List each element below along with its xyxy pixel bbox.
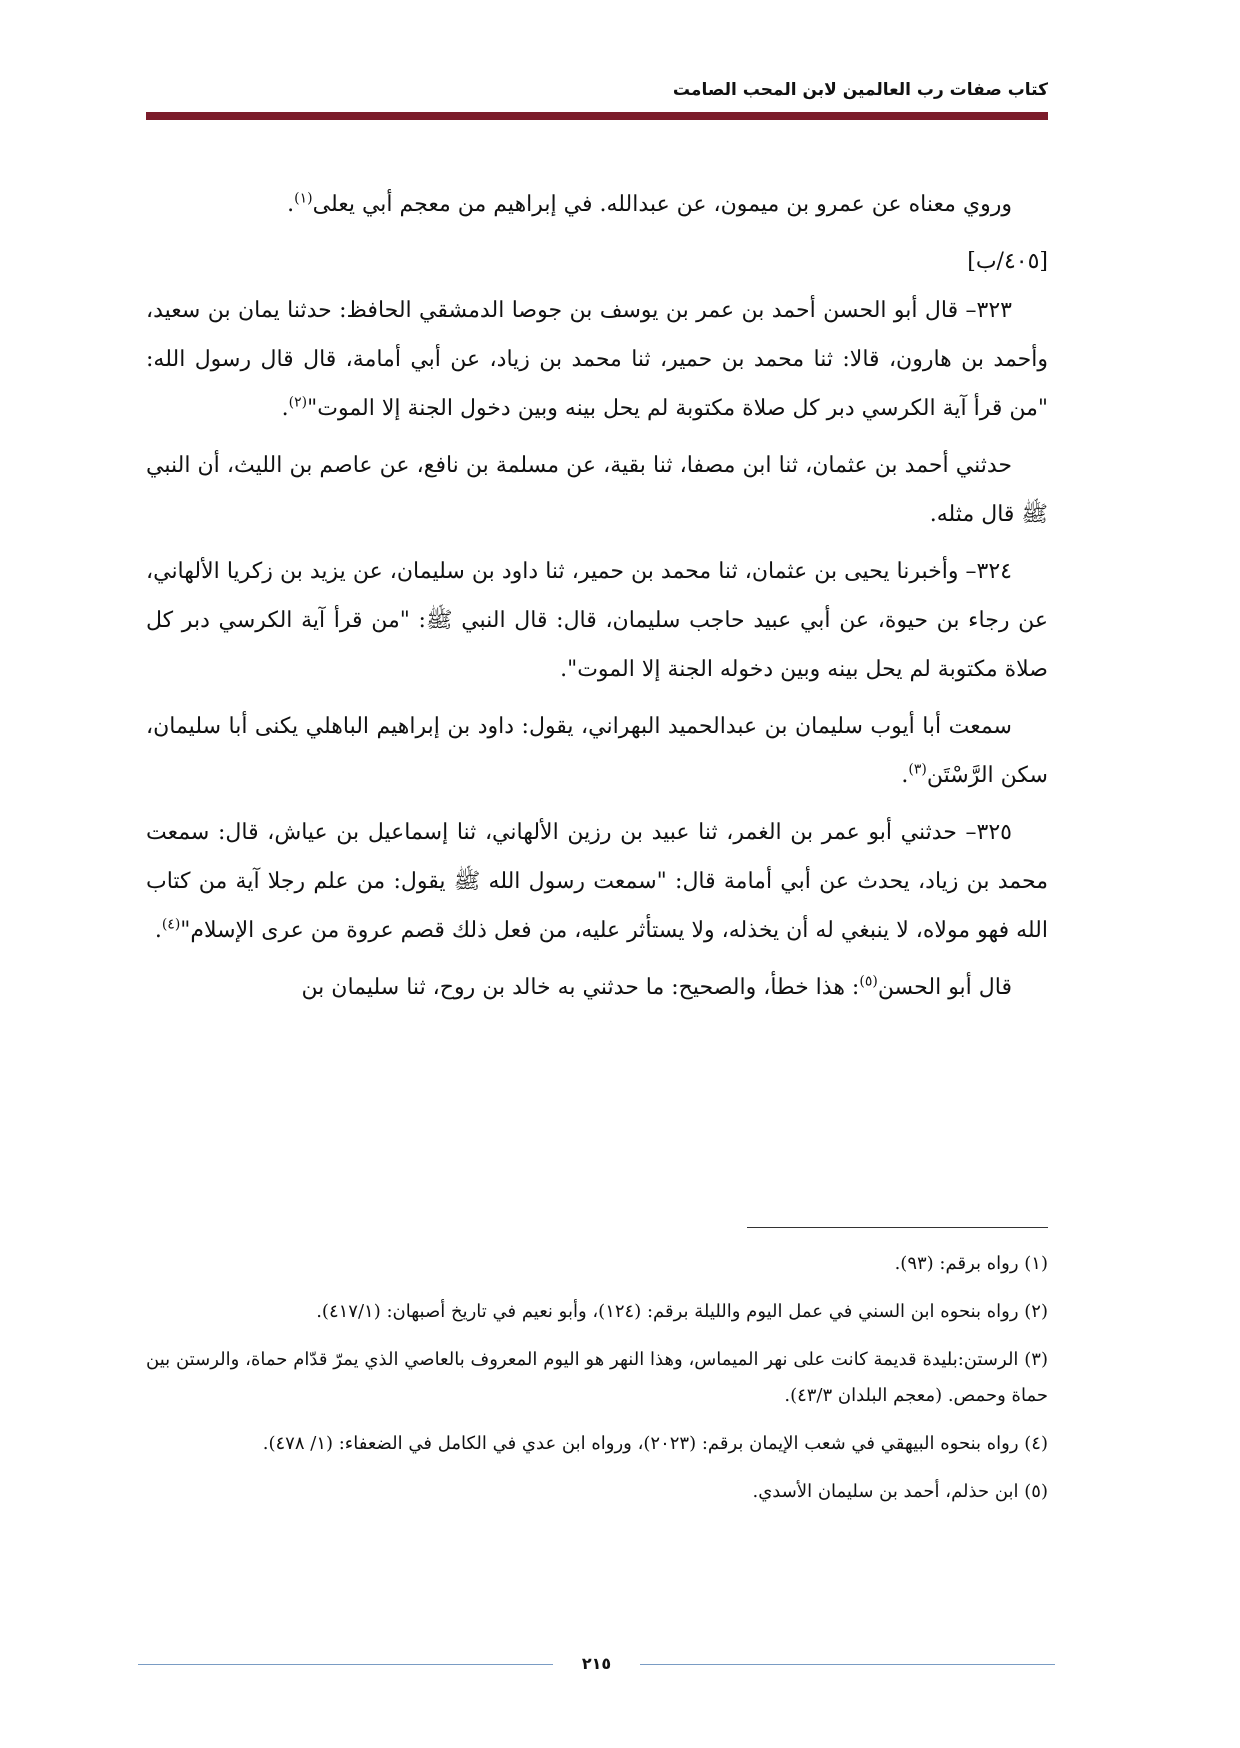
- header-rule: [146, 112, 1048, 120]
- footnotes: [146, 1246, 1048, 1522]
- paragraph-end: .: [287, 192, 295, 217]
- paragraph-end: .: [901, 763, 909, 788]
- paragraph-text: سمعت أبا أيوب سليمان بن عبدالحميد البهراني، يقول: داود بن إبراهيم الباهلي يكنى أبا سليمان، سكن الرَّسْتَن: [146, 714, 1048, 788]
- folio-marker: [٤٠٥/ب]: [967, 249, 1048, 274]
- paragraph-text: قال أبو الحسن: [877, 975, 1012, 1000]
- paragraph: [146, 702, 1048, 800]
- paragraph-text: ٣٢٣– قال أبو الحسن أحمد بن عمر بن يوسف بن جوصا الدمشقي الحافظ: حدثنا يمان بن سعيد، وأحمد بن هارون، قالا: ثنا محمد بن حمير، ثنا محمد بن زياد، عن أبي أمامة، قال قال رسول الله: "من قرأ آية الكرسي دبر كل صلاة مكتوبة لم يحل بينه وبين دخول الجنة إلا الموت": [146, 298, 1048, 421]
- footer-line-right: [640, 1664, 1055, 1665]
- paragraph: حدثني أحمد بن عثمان، ثنا ابن مصفا، ثنا بقية، عن مسلمة بن نافع، عن عاصم بن الليث، أن النبي ﷺ قال مثله.: [146, 453, 1048, 527]
- paragraph: [146, 963, 1048, 1012]
- paragraph: [146, 180, 1048, 229]
- footnote-rule: [747, 1227, 1048, 1228]
- footnote-ref: (١): [294, 190, 313, 207]
- paragraph-text: ٣٢٥– حدثني أبو عمر بن الغمر، ثنا عبيد بن رزين الألهاني، ثنا إسماعيل بن عياش، قال: سمعت محمد بن زياد، يحدث عن أبي أمامة قال: "سمعت رسول الله ﷺ يقول: من علم رجلا آية من كتاب الله فهو مولاه، لا ينبغي له أن يخذله، ولا يستأثر عليه، من فعل ذلك قصم عروة من عرى الإسلام": [146, 820, 1048, 943]
- paragraph: [146, 286, 1048, 433]
- footnote: (٥) ابن حذلم، أحمد بن سليمان الأسدي.: [752, 1481, 1048, 1502]
- paragraph-end: .: [281, 396, 289, 421]
- footnote-ref: (٣): [908, 761, 927, 778]
- paragraph: [146, 808, 1048, 955]
- footnote-ref: (٥): [859, 973, 878, 990]
- footnote-ref: (٢): [288, 394, 308, 411]
- footnote: (٤) رواه بنحوه البيهقي في شعب الإيمان برقم: (٢٠٢٣)، ورواه ابن عدي في الكامل في الضعفاء: (١/ ٤٧٨).: [262, 1433, 1048, 1454]
- paragraph-text: : هذا خطأ، والصحيح: ما حدثني به خالد بن روح، ثنا سليمان بن: [301, 975, 860, 1000]
- paragraph-text: وروي معناه عن عمرو بن ميمون، عن عبدالله. في إبراهيم من معجم أبي يعلى: [312, 192, 1012, 217]
- footnote: (٣) الرستن:بليدة قديمة كانت على نهر الميماس، وهذا النهر هو اليوم المعروف بالعاصي الذي يمرّ قدّام حماة، والرستن بين حماة وحمص. (معجم البلدان ٤٣/٣).: [146, 1349, 1048, 1406]
- paragraph: ٣٢٤– وأخبرنا يحيى بن عثمان، ثنا محمد بن حمير، ثنا داود بن سليمان، عن يزيد بن زكريا الألهاني، عن رجاء بن حيوة، عن أبي عبيد حاجب سليمان، قال: قال النبي ﷺ: "من قرأ آية الكرسي دبر كل صلاة مكتوبة لم يحل بينه وبين دخوله الجنة إلا الموت".: [146, 559, 1048, 682]
- page-number: ٢١٥: [581, 1654, 612, 1673]
- paragraph-end: .: [154, 918, 162, 943]
- running-header: كتاب صفات رب العالمين لابن المحب الصامت: [672, 80, 1048, 100]
- footnote: (١) رواه برقم: (٩٣).: [894, 1253, 1048, 1274]
- footnote-ref: (٤): [161, 916, 181, 933]
- footer-line-left: [138, 1664, 553, 1665]
- main-text: [146, 180, 1048, 1020]
- footnote: (٢) رواه بنحوه ابن السني في عمل اليوم والليلة برقم: (١٢٤)، وأبو نعيم في تاريخ أصبهان: (٤١٧/١).: [316, 1301, 1048, 1322]
